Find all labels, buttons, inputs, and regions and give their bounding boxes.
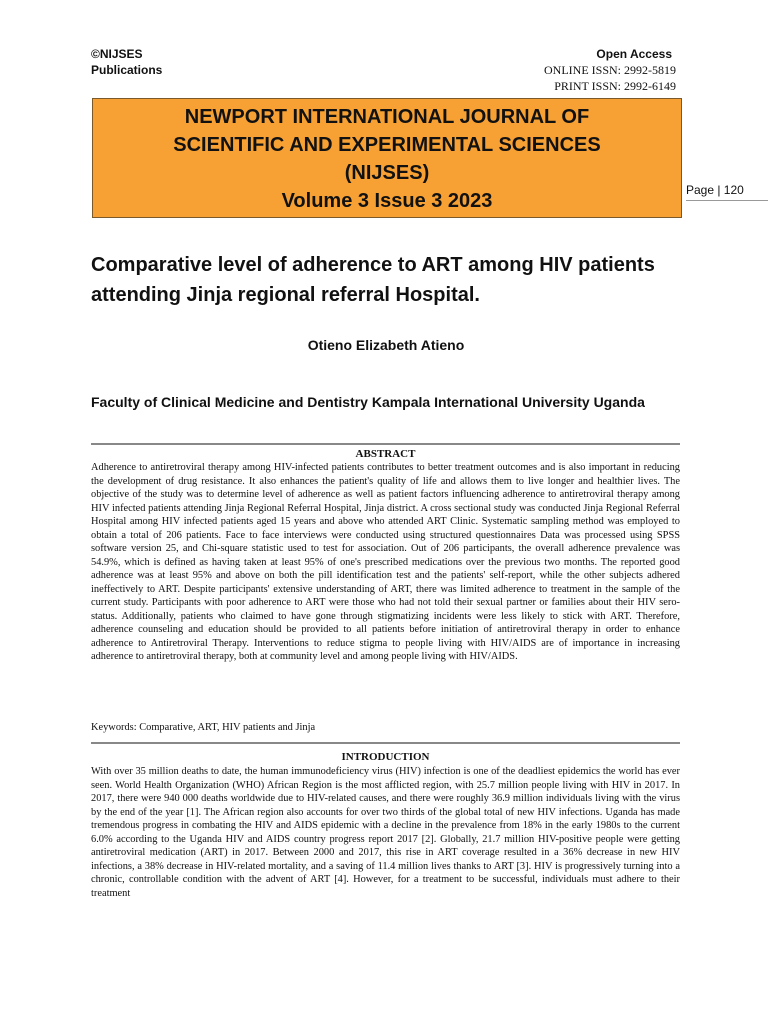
publisher-label: Publications	[91, 63, 163, 77]
print-issn: PRINT ISSN: 2992-6149	[554, 79, 676, 93]
keywords-line: Keywords: Comparative, ART, HIV patients and Jinja	[91, 722, 316, 733]
abstract-heading: ABSTRACT	[355, 448, 416, 460]
open-access-label: Open Access	[596, 47, 672, 61]
introduction-text: With over 35 million deaths to date, the human immunodeficiency virus (HIV) infection is one of the deadliest epidemics the world has ever seen. World Health Organization (WHO) African Region is the most afflicted region, with 25.7 million people living with HIV in 2017. In 2017, there were 940 000 deaths worldwide due to HIV-related causes, and there were roughly 36.9 million individuals living with the virus by the end of the year [1]. The African region also accounts for over two thirds of the global total of new HIV infections. Uganda has made tremendous progress in combating the HIV and AIDS epidemic with a decline in the prevalence from 18% in the early 1980s to the current 6.0% according to the Uganda HIV and AIDS country progress report 2017 [2]. Globally, 21.7 million HIV-positive people were getting antiretroviral medication (ART) in 2017. Between 2000 and 2017, this rise in ART coverage resulted in a 36% decrease in new HIV infections, a 38% decrease in HIV-related mortality, and a saving of 11.4 million lives thanks to ART [3]. HIV is progressively turning into a chronic, controllable condition with the advent of ART [4]. However, for a treatment to be successful, individuals must adhere to their treatment	[91, 766, 680, 899]
introduction-top-rule	[91, 742, 680, 744]
volume-issue: Volume 3 Issue 3 2023	[281, 190, 493, 212]
introduction-heading: INTRODUCTION	[341, 751, 430, 763]
abstract-top-rule	[91, 443, 680, 445]
page-number: Page | 120	[686, 183, 768, 201]
abstract-text: Adherence to antiretroviral therapy among HIV-infected patients contributes to better treatment outcomes and is also important in reducing the development of drug resistance. It also enhances the patient's quality of life and allows them to live longer and healthier lives. The objective of the study was to determine level of adherence as well as patient factors influencing adherence to antiretroviral therapy among HIV infected patients attending Jinja Regional Referral Hospital, Jinja district. A cross sectional study was conducted Jinja Regional Referral Hospital among HIV infected patients aged 15 years and above who attended ART Clinic. Systematic sampling method was employed to obtain a total of 206 patients. Face to face interviews were conducted using structured questionnaires Data was processed using SPSS software version 25, and Chi-square statistic used to test for association. Out of 206 participants, the overall adherence prevalence was 54.9%, which is defined as having taken at least 95% of one's prescribed medications over the previous two months. The reported good adherence was at least 95% and above on both the pill identification test and the patients' self-report, while the other subjects adhered ineffectively to ART. Despite participants' extensive understanding of ART, there was limited adherence to treatment in the sample of the current study. Participants with poor adherence to ART were those who had not told their sexual partner or families about their HIV sero-status. Additionally, patients who claimed to have gone through stigmatizing incidents were less likely to stick with ART. Therefore, adherence counseling and education should be provided to all patients before initiation of antiretroviral therapy in order to enhance adherence to Antiretroviral Therapy. Interventions to reduce stigma to people living with HIV/AIDS are of importance in increasing adherence to antiretroviral therapy, both at community level and among people living with HIV/AIDS.	[91, 462, 680, 662]
issn-block	[544, 46, 676, 94]
publisher-block	[91, 46, 162, 78]
journal-name-line1: NEWPORT INTERNATIONAL JOURNAL OF	[184, 106, 590, 128]
article-title: Comparative level of adherence to ART among HIV patients attending Jinja regional referral Hospital.	[91, 254, 655, 306]
online-issn: ONLINE ISSN: 2992-5819	[544, 63, 676, 77]
journal-banner	[92, 98, 682, 218]
author-affiliation: Faculty of Clinical Medicine and Dentistry Kampala International University Uganda	[91, 394, 645, 410]
journal-abbreviation: (NIJSES)	[344, 162, 430, 184]
journal-name-line2: SCIENTIFIC AND EXPERIMENTAL SCIENCES	[173, 134, 601, 156]
author-name: Otieno Elizabeth Atieno	[307, 337, 465, 353]
publisher-name: ©NIJSES	[91, 47, 143, 61]
